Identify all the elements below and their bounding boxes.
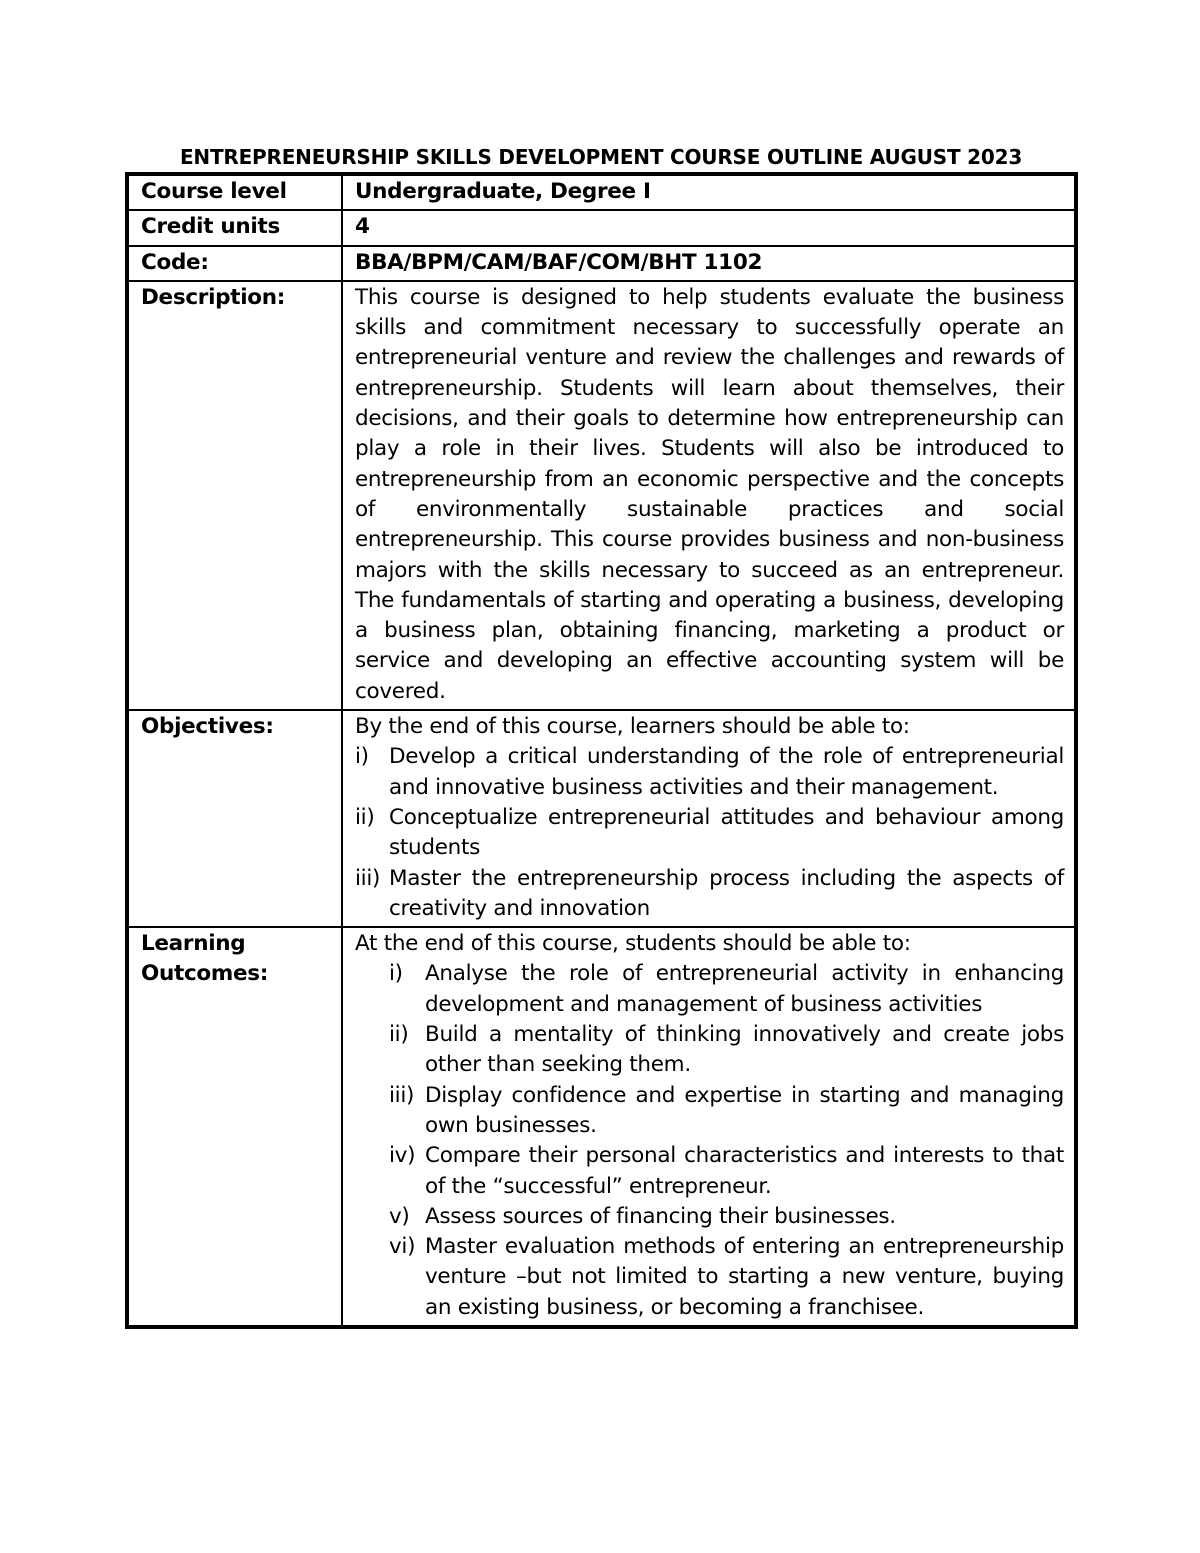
description-label: Description: bbox=[127, 281, 342, 710]
code-label: Code: bbox=[127, 246, 342, 281]
credit-units-value: 4 bbox=[342, 210, 1076, 245]
learning-outcomes-value bbox=[342, 927, 1076, 1327]
table-row bbox=[127, 210, 1076, 245]
course-level-label: Course level bbox=[127, 174, 342, 210]
list-item bbox=[355, 1141, 1064, 1202]
objectives-value bbox=[342, 710, 1076, 927]
course-outline-table bbox=[125, 172, 1078, 1329]
list-item bbox=[355, 803, 1064, 864]
list-item-text: Build a mentality of thinking innovatively and create jobs other than seeking them. bbox=[425, 1022, 1064, 1078]
table-row bbox=[127, 710, 1076, 927]
list-item-number: v) bbox=[389, 1203, 410, 1229]
table-row bbox=[127, 927, 1076, 1327]
list-item-text: Develop a critical understanding of the role of entrepreneurial and innovative business activities and their management. bbox=[389, 744, 1064, 800]
list-item bbox=[355, 959, 1064, 1020]
list-item-number: iii) bbox=[389, 1082, 415, 1108]
list-item-text: Compare their personal characteristics and interests to that of the “successful” entrepreneur. bbox=[425, 1143, 1064, 1199]
list-item-text: Conceptualize entrepreneurial attitudes and behaviour among students bbox=[389, 804, 1064, 861]
list-item-text: Analyse the role of entrepreneurial activity in enhancing development and management of business activities bbox=[425, 961, 1064, 1017]
learning-outcomes-label-line2: Outcomes: bbox=[141, 961, 269, 987]
list-item-number: iv) bbox=[389, 1143, 416, 1169]
learning-outcomes-label bbox=[127, 927, 342, 1327]
list-item-text: Assess sources of financing their businesses. bbox=[425, 1203, 896, 1229]
list-item bbox=[355, 1081, 1064, 1142]
list-item-text: Master evaluation methods of entering an entrepreneurship venture –but not limited to starting a new venture, buying an existing business, or becoming a franchisee. bbox=[425, 1234, 1064, 1320]
table-row bbox=[127, 174, 1076, 210]
list-item-number: i) bbox=[355, 744, 369, 770]
objectives-label: Objectives: bbox=[127, 710, 342, 927]
list-item bbox=[355, 742, 1064, 803]
page-title: ENTREPRENEURSHIP SKILLS DEVELOPMENT COURSE OUTLINE AUGUST 2023 bbox=[179, 145, 1023, 169]
list-item-number: ii) bbox=[389, 1022, 409, 1048]
list-item-text: Display confidence and expertise in starting and managing own businesses. bbox=[425, 1082, 1064, 1138]
objectives-intro: By the end of this course, learners should be able to: bbox=[355, 714, 910, 740]
table-row bbox=[127, 281, 1076, 710]
list-item-number: vi) bbox=[389, 1234, 416, 1260]
description-value: This course is designed to help students evaluate the business skills and commitment necessary to successfully operate an entrepreneurial venture and review the challenges and rewards of entrepreneurship. Students will learn about themselves, their decisions, and their goals to determine how entrepreneurship can play a role in their lives. Students will also be introduced to entrepreneurship from an economic perspective and the concepts of environmentally sustainable practices and social entrepreneurship. This course provides business and non-business majors with the skills necessary to succeed as an entrepreneur. The fundamentals of starting and operating a business, developing a business plan, obtaining financing, marketing a product or service and developing an effective accounting system will be covered. bbox=[342, 281, 1076, 710]
list-item bbox=[355, 1020, 1064, 1081]
learning-outcomes-list bbox=[355, 959, 1064, 1323]
list-item-number: ii) bbox=[355, 804, 375, 830]
list-item-number: iii) bbox=[355, 865, 381, 891]
learning-outcomes-intro: At the end of this course, students should be able to: bbox=[355, 931, 911, 957]
list-item bbox=[355, 864, 1064, 925]
list-item-number: i) bbox=[389, 961, 403, 987]
list-item bbox=[355, 1202, 1064, 1232]
objectives-list bbox=[355, 742, 1064, 924]
credit-units-label: Credit units bbox=[127, 210, 342, 245]
learning-outcomes-label-line1: Learning bbox=[141, 931, 246, 957]
table-row bbox=[127, 246, 1076, 281]
list-item bbox=[355, 1232, 1064, 1323]
course-level-value: Undergraduate, Degree I bbox=[342, 174, 1076, 210]
list-item-text: Master the entrepreneurship process including the aspects of creativity and innovation bbox=[389, 865, 1064, 921]
code-value: BBA/BPM/CAM/BAF/COM/BHT 1102 bbox=[342, 246, 1076, 281]
